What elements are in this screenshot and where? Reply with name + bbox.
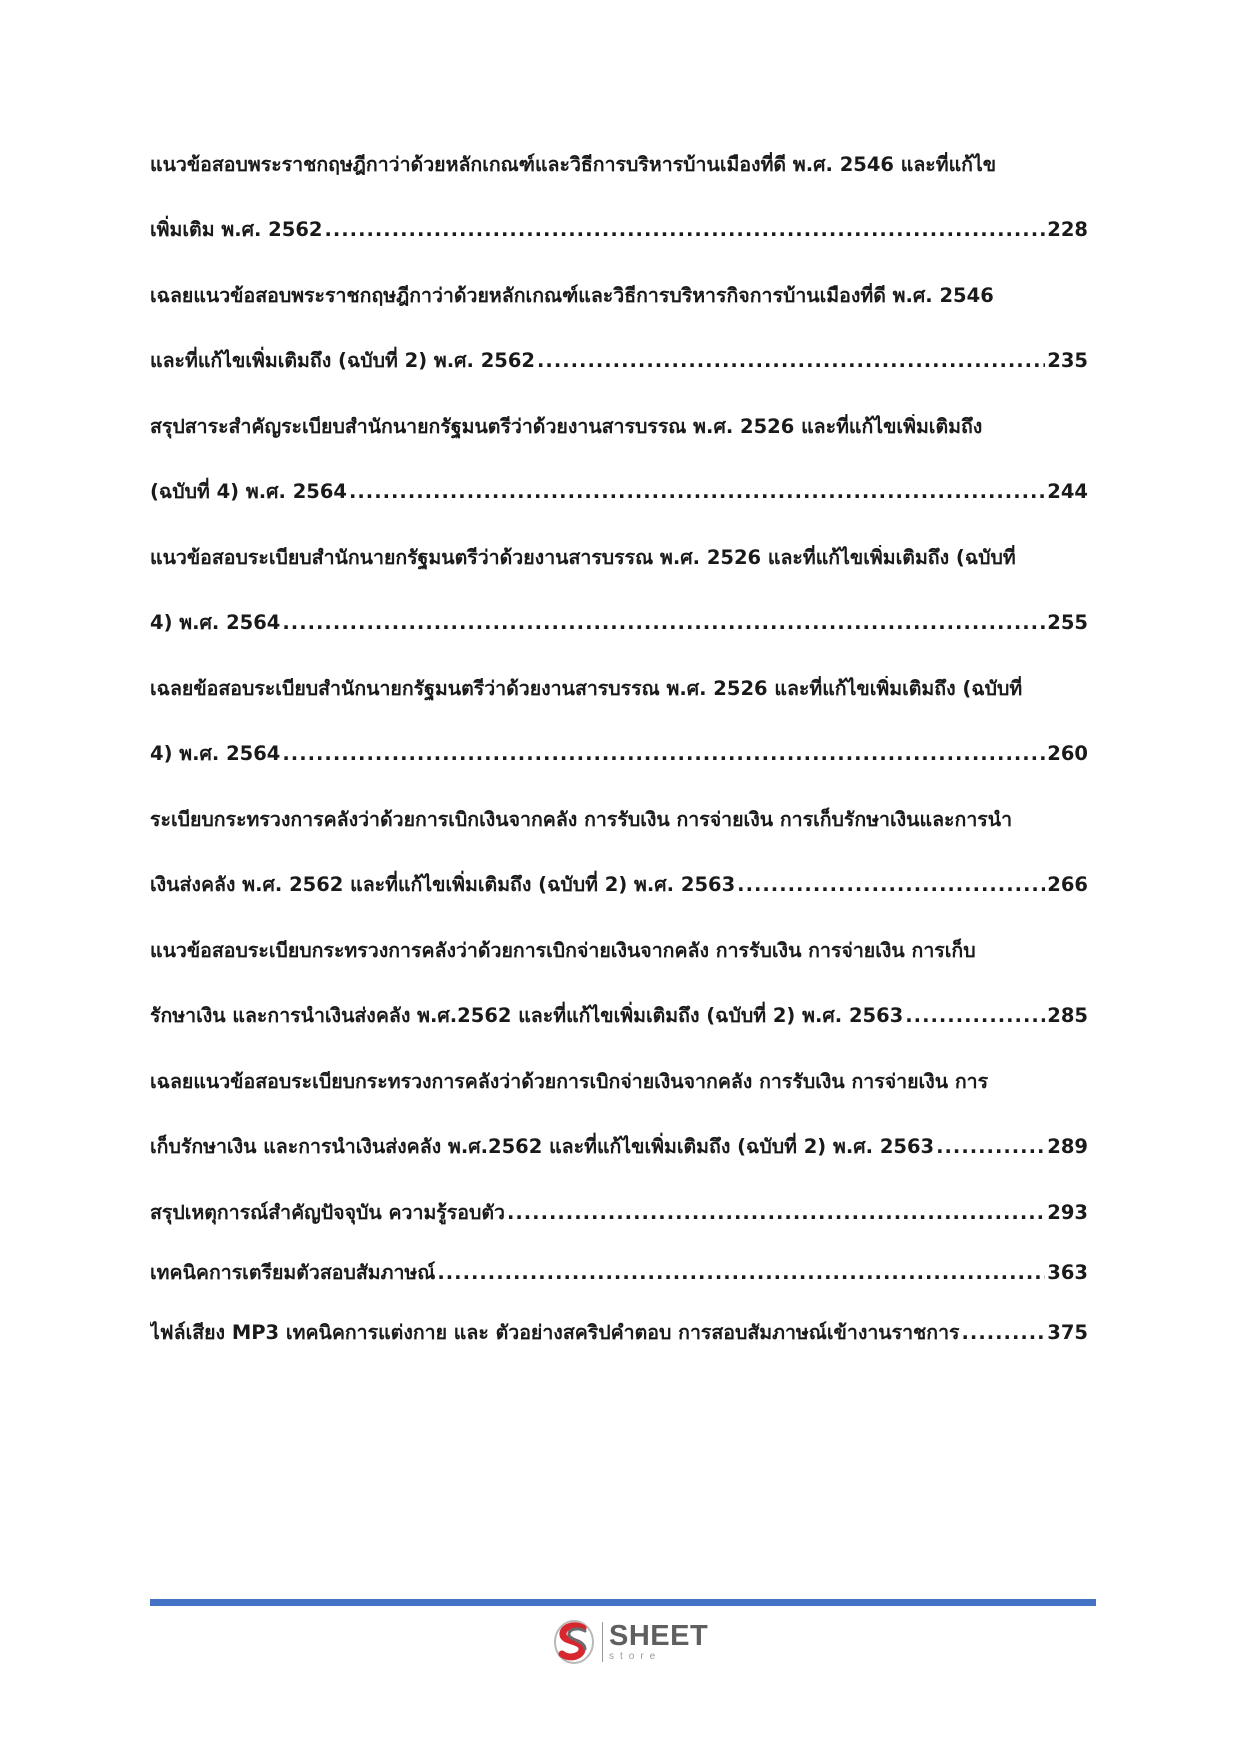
toc-entry-title-line2 — [150, 466, 1088, 518]
toc-entry[interactable] — [150, 414, 1088, 518]
dot-leader — [962, 1320, 1046, 1346]
dot-leader — [282, 728, 1045, 780]
toc-page-number: 266 — [1047, 873, 1088, 896]
toc-entry-title-line2 — [150, 1121, 1088, 1173]
toc-entry[interactable] — [150, 807, 1088, 911]
toc-entry-title-end: เงินส่งคลัง พ.ศ. 2562 และที่แก้ไขเพิ่มเติมถึง (ฉบับที่ 2) พ.ศ. 2563 — [150, 873, 736, 896]
toc-entry-title: ไฟล์เสียง MP3 เทคนิคการแต่งกาย และ ตัวอย่างสคริปคำตอบ การสอบสัมภาษณ์เข้างานราชการ — [150, 1321, 960, 1344]
toc-entry-title-line — [150, 1260, 1088, 1286]
toc-page-number: 293 — [1047, 1201, 1088, 1224]
logo-divider — [602, 1622, 603, 1662]
toc-entry[interactable] — [150, 938, 1088, 1042]
toc-entry-title-line2 — [150, 990, 1088, 1042]
toc-entry-title-line1: สรุปสาระสำคัญระเบียบสำนักนายกรัฐมนตรีว่าด้วยงานสารบรรณ พ.ศ. 2526 และที่แก้ไขเพิ่มเติมถึง — [150, 415, 983, 438]
toc-page-number: 228 — [1047, 218, 1088, 241]
toc-entry-title: สรุปเหตุการณ์สำคัญปัจจุบัน ความรู้รอบตัว — [150, 1201, 505, 1224]
toc-entry[interactable] — [150, 152, 1088, 256]
dot-leader — [905, 990, 1045, 1042]
toc-page-number: 235 — [1047, 349, 1088, 372]
dot-leader — [324, 204, 1045, 256]
toc-entry-title-line1: แนวข้อสอบพระราชกฤษฎีกาว่าด้วยหลักเกณฑ์และวิธีการบริหารบ้านเมืองที่ดี พ.ศ. 2546 และที่แก้ไข — [150, 153, 997, 176]
table-of-contents — [150, 152, 1088, 1380]
toc-entry-title-end: 4) พ.ศ. 2564 — [150, 611, 281, 634]
dot-leader — [349, 466, 1045, 518]
dot-leader — [537, 335, 1045, 387]
logo-text — [609, 1622, 708, 1662]
toc-entry-title-line2 — [150, 859, 1088, 911]
toc-page-number: 375 — [1047, 1321, 1088, 1344]
toc-page-number: 255 — [1047, 611, 1088, 634]
toc-entry-title-line2 — [150, 335, 1088, 387]
toc-entry-title-line1: เฉลยแนวข้อสอบพระราชกฤษฎีกาว่าด้วยหลักเกณฑ์และวิธีการบริหารกิจการบ้านเมืองที่ดี พ.ศ. 2546 — [150, 284, 994, 307]
toc-entry[interactable] — [150, 1069, 1088, 1173]
toc-entry-title: เทคนิคการเตรียมตัวสอบสัมภาษณ์ — [150, 1261, 436, 1284]
toc-entry-title-line2 — [150, 728, 1088, 780]
toc-entry-title-end: 4) พ.ศ. 2564 — [150, 742, 281, 765]
toc-entry-title-end: และที่แก้ไขเพิ่มเติมถึง (ฉบับที่ 2) พ.ศ. 2562 — [150, 349, 536, 372]
dot-leader — [437, 1260, 1045, 1286]
toc-page-number: 285 — [1047, 1004, 1088, 1027]
toc-entry[interactable] — [150, 283, 1088, 387]
toc-entry-title-line1: แนวข้อสอบระเบียบสำนักนายกรัฐมนตรีว่าด้วยงานสารบรรณ พ.ศ. 2526 และที่แก้ไขเพิ่มเติมถึง (ฉบับที่ — [150, 546, 1016, 569]
toc-entry[interactable] — [150, 1200, 1088, 1226]
toc-entry-title-line2 — [150, 204, 1088, 256]
toc-page-number: 363 — [1047, 1261, 1088, 1284]
toc-page-number: 244 — [1047, 480, 1088, 503]
dot-leader — [282, 597, 1045, 649]
toc-entry[interactable] — [150, 1260, 1088, 1286]
toc-entry-title-end: เพิ่มเติม พ.ศ. 2562 — [150, 218, 323, 241]
dot-leader — [936, 1121, 1045, 1173]
toc-entry-title-line1: ระเบียบกระทรวงการคลังว่าด้วยการเบิกเงินจากคลัง การรับเงิน การจ่ายเงิน การเก็บรักษาเงินและการนำ — [150, 808, 1013, 831]
logo-wordmark: SHEET — [609, 1620, 709, 1652]
toc-entry-title-line1: เฉลยข้อสอบระเบียบสำนักนายกรัฐมนตรีว่าด้วยงานสารบรรณ พ.ศ. 2526 และที่แก้ไขเพิ่มเติมถึง (ฉบับที่ — [150, 677, 1023, 700]
sheet-store-logo — [552, 1618, 708, 1666]
toc-entry-title-line1: เฉลยแนวข้อสอบระเบียบกระทรวงการคลังว่าด้วยการเบิกจ่ายเงินจากคลัง การรับเงิน การจ่ายเงิน การ — [150, 1070, 989, 1093]
dot-leader — [737, 859, 1045, 911]
toc-entry-title-end: รักษาเงิน และการนำเงินส่งคลัง พ.ศ.2562 และที่แก้ไขเพิ่มเติมถึง (ฉบับที่ 2) พ.ศ. 2563 — [150, 1004, 904, 1027]
toc-entry[interactable] — [150, 676, 1088, 780]
logo-subtitle: store — [609, 1651, 662, 1662]
toc-page-number: 289 — [1047, 1135, 1088, 1158]
toc-entry[interactable] — [150, 1320, 1088, 1346]
sheet-store-s-icon — [552, 1618, 596, 1666]
dot-leader — [507, 1200, 1045, 1226]
toc-entry-title-end: (ฉบับที่ 4) พ.ศ. 2564 — [150, 480, 347, 503]
footer-rule — [150, 1599, 1096, 1606]
toc-entry-title-line — [150, 1320, 1088, 1346]
toc-entry-title-end: เก็บรักษาเงิน และการนำเงินส่งคลัง พ.ศ.2562 และที่แก้ไขเพิ่มเติมถึง (ฉบับที่ 2) พ.ศ. 2563 — [150, 1135, 935, 1158]
toc-entry-title-line2 — [150, 597, 1088, 649]
toc-entry-title-line1: แนวข้อสอบระเบียบกระทรวงการคลังว่าด้วยการเบิกจ่ายเงินจากคลัง การรับเงิน การจ่ายเงิน การเก็บ — [150, 939, 976, 962]
toc-entry[interactable] — [150, 545, 1088, 649]
toc-page-number: 260 — [1047, 742, 1088, 765]
toc-entry-title-line — [150, 1200, 1088, 1226]
